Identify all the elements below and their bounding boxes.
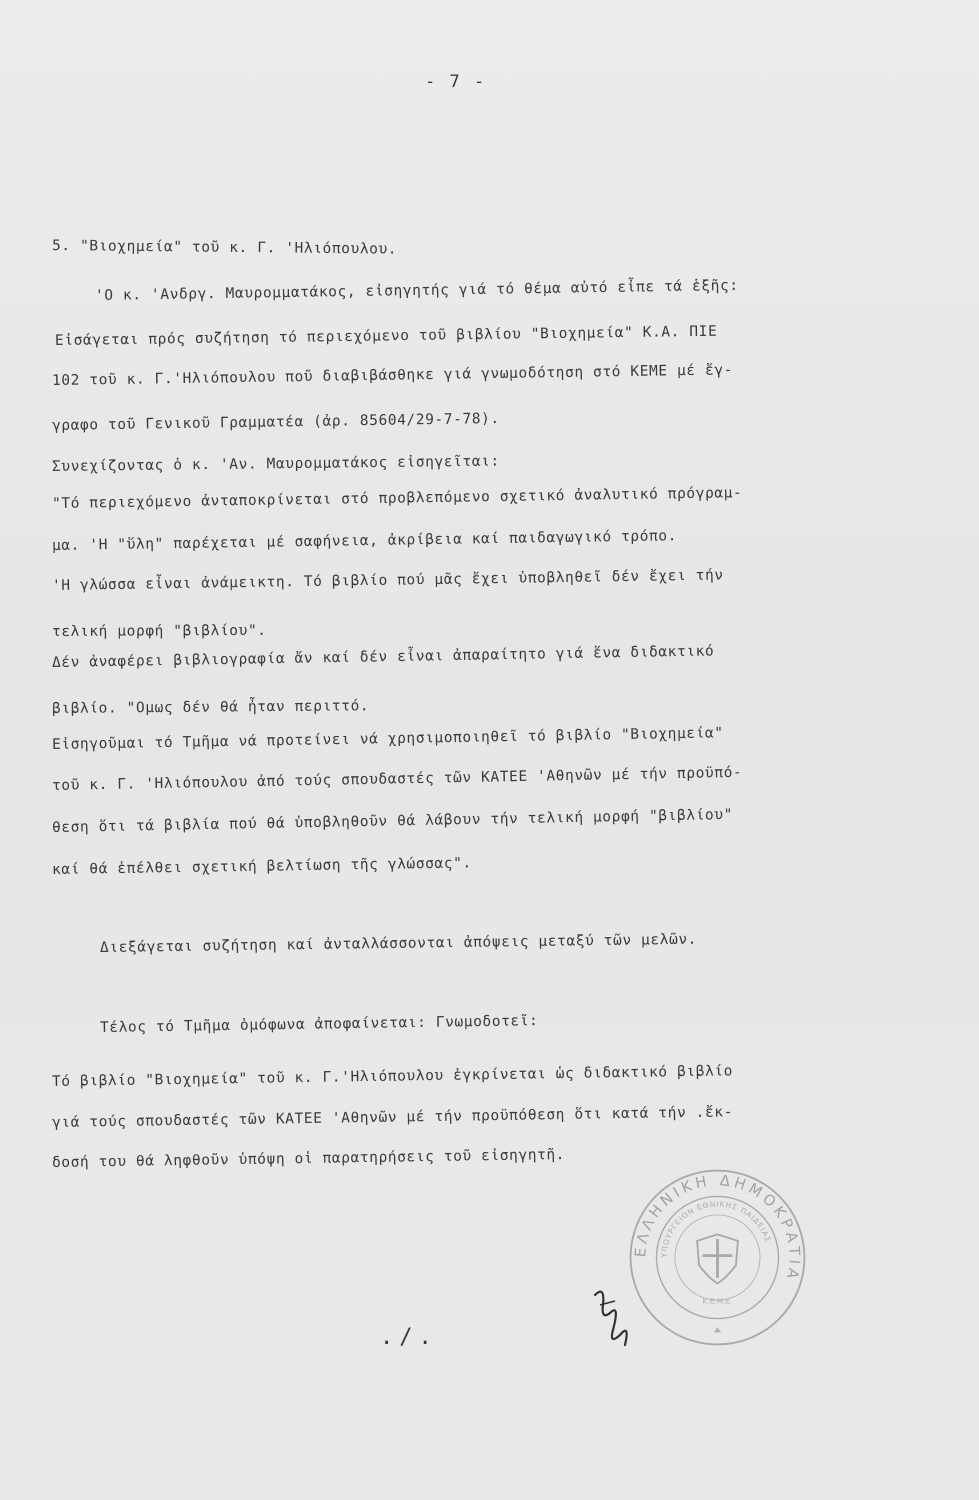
page-number: - 7 -: [425, 72, 487, 92]
conclusion-line: δοσή του θά ληφθοῦν ὑπόψη οἱ παρατηρήσεις τοῦ εἰσηγητῆ.: [51, 1146, 566, 1171]
svg-text:ΕΛΛΗΝΙΚΗ ΔΗΜΟΚΡΑΤΙΑ: ΕΛΛΗΝΙΚΗ ΔΗΜΟΚΡΑΤΙΑ: [632, 1172, 803, 1284]
conclusion-intro: Τέλος τό Τμῆμα ὁμόφωνα ἀποφαίνεται: Γνωμοδοτεῖ:: [99, 1013, 539, 1036]
body-line: θεση ὅτι τά βιβλία πού θά ὑποβληθοῦν θά λάβουν τήν τελική μορφή "βιβλίου": [51, 806, 734, 836]
svg-text:ΥΠΟΥΡΓΕΙΟΝ ΕΘΝΙΚΗΣ ΠΑΙΔΕΙΑΣ: ΥΠΟΥΡΓΕΙΟΝ ΕΘΝΙΚΗΣ ΠΑΙΔΕΙΑΣ: [659, 1199, 773, 1258]
body-line: γραφο τοῦ Γενικοῦ Γραμματέα (ἀρ. 85604/29-7-78).: [51, 410, 500, 434]
section-heading: 5. "Βιοχημεία" τοῦ κ. Γ. 'Ηλιόπουλου.: [51, 238, 398, 258]
body-line: μα. 'Η "ὕλη" παρέχεται μέ σαφήνεια, ἀκρίβεια καί παιδαγωγικό τρόπο.: [51, 528, 678, 554]
signature-icon: [585, 1275, 675, 1355]
discussion-line: Διεξάγεται συζήτηση καί ἀνταλλάσσονται ἀπόψεις μεταξύ τῶν μελῶν.: [99, 931, 698, 956]
body-line: Συνεχίζοντας ὁ κ. 'Αν. Μαυρομματάκος εἰσηγεῖται:: [51, 453, 500, 475]
conclusion-line: γιά τούς σπουδαστές τῶν ΚΑΤΕΕ 'Αθηνῶν μέ τήν προϋπόθεση ὅτι κατά τήν .ἔκ-: [51, 1104, 734, 1131]
body-line: "Τό περιεχόμενο ἀνταποκρίνεται στό προβλεπόμενο σχετικό ἀναλυτικό πρόγραμ-: [51, 485, 743, 512]
conclusion-line: Τό βιβλίο "Βιοχημεία" τοῦ κ. Γ.'Ηλιόπουλου ἐγκρίνεται ὡς διδακτικό βιβλίο: [51, 1063, 734, 1090]
body-line: 'Ο κ. 'Ανδργ. Μαυρομματάκος, εἰσηγητής γιά τό θέμα αὐτό εἶπε τά ἑξῆς:: [94, 277, 739, 304]
body-line: Δέν ἀναφέρει βιβλιογραφία ἄν καί δέν εἶναι ἀπαραίτητο γιά ἕνα διδακτικό: [51, 643, 715, 671]
body-line: τελική μορφή "βιβλίου".: [51, 622, 267, 640]
body-line: βιβλίο. "Ομως δέν θά ἦταν περιττό.: [51, 698, 370, 717]
body-line: 102 τοῦ κ. Γ.'Ηλιόπουλου ποῦ διαβιβάσθηκε γιά γνωμοδότηση στό ΚΕΜΕ μέ ἔγ-: [51, 362, 734, 389]
body-line: καί θά ἐπέλθει σχετική βελτίωση τῆς γλώσσας".: [51, 855, 472, 878]
body-line: τοῦ κ. Γ. 'Ηλιόπουλου ἀπό τούς σπουδαστές τῶν ΚΑΤΕΕ 'Αθηνῶν μέ τήν προϋπό-: [51, 764, 743, 794]
svg-text:Κ.Ε.Μ.Ε.: Κ.Ε.Μ.Ε.: [702, 1296, 733, 1306]
body-line: Εἰσάγεται πρός συζήτηση τό περιεχόμενο τοῦ βιβλίου "Βιοχημεία" Κ.Α. ΠΙΕ: [54, 323, 718, 349]
body-line: 'Η γλώσσα εἶναι ἀνάμεικτη. Τό βιβλίο πού μᾶς ἔχει ὑποβληθεῖ δέν ἔχει τήν: [51, 567, 724, 594]
body-line: Εἰσηγοῦμαι τό Τμῆμα νά προτείνει νά χρησιμοποιηθεῖ τό βιβλίο "Βιοχημεία": [51, 725, 724, 753]
end-mark: ./.: [380, 1325, 438, 1350]
